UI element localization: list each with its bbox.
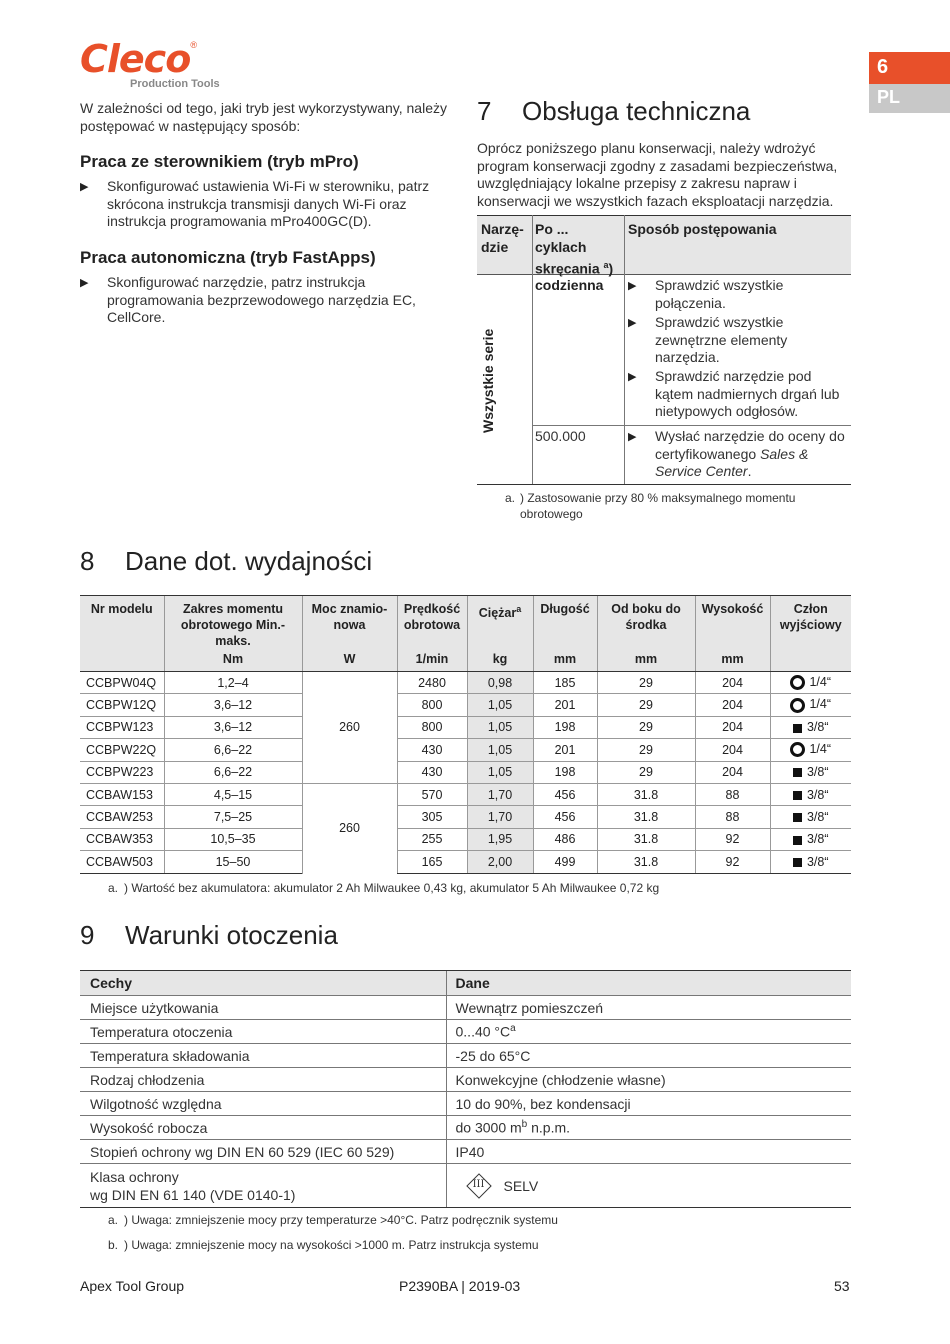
data-cell: Wewnątrz pomieszczeń — [446, 996, 851, 1020]
unit-nm: Nm — [164, 649, 302, 672]
height-cell: 204 — [695, 716, 770, 738]
header-tool: Narzę-dzie — [481, 221, 524, 255]
data-cell — [446, 1164, 851, 1208]
fastapps-instruction: Skonfigurować narzędzie, patrz instrukcja programowania bezprzewodowego narzędzia EC, CellCore. — [107, 274, 416, 325]
daily-check-external: Sprawdzić wszystkie zewnętrzne elementy narzędzia. — [655, 314, 788, 365]
table-row — [80, 672, 851, 694]
header-length: Długość — [533, 596, 597, 650]
table-row — [80, 806, 851, 828]
model-cell: CCBAW253 — [80, 806, 164, 828]
unit-kg: kg — [467, 649, 533, 672]
square-drive-icon — [793, 858, 802, 867]
table-row — [80, 739, 851, 761]
table-bottom-border — [477, 484, 851, 485]
row-divider — [532, 425, 851, 426]
footer-company: Apex Tool Group — [80, 1278, 185, 1294]
header-cycles-line3: skręcania — [535, 260, 600, 277]
table-row — [80, 1020, 851, 1044]
logo-registered-mark: ® — [190, 40, 197, 50]
model-cell: CCBPW04Q — [80, 672, 164, 694]
height-cell: 92 — [695, 851, 770, 873]
torque-cell: 6,6–22 — [164, 761, 302, 783]
power-cell: 260 — [302, 672, 397, 784]
length-cell: 456 — [533, 783, 597, 805]
col-divider — [532, 215, 533, 485]
data-cell: IP40 — [446, 1140, 851, 1164]
altitude-sup: b — [521, 1119, 528, 1131]
header-weight-text: Ciężar — [478, 606, 517, 621]
output-drive-cell — [770, 694, 851, 716]
height-cell: 204 — [695, 761, 770, 783]
torque-cell: 3,6–12 — [164, 716, 302, 738]
model-cell: CCBAW153 — [80, 783, 164, 805]
table-row — [80, 716, 851, 738]
section-8-heading — [80, 546, 372, 577]
header-torque-range: Zakres momentu obrotowego Min.-maks. — [164, 596, 302, 650]
heading-fastapps-mode: Praca autonomiczna (tryb FastApps) — [80, 248, 376, 267]
square-drive-icon — [793, 813, 802, 822]
header-output-drive: Człon wyjściowy — [770, 596, 851, 650]
speed-cell: 2480 — [397, 672, 467, 694]
unit-mm: mm — [533, 649, 597, 672]
data-cell — [446, 1116, 851, 1140]
output-drive-cell — [770, 716, 851, 738]
height-cell: 88 — [695, 806, 770, 828]
table-row — [80, 1164, 851, 1208]
header-cycles-line2: cyklach — [535, 239, 587, 255]
header-speed: Prędkość obrotowa — [397, 596, 467, 650]
footer-page-number: 53 — [834, 1278, 850, 1294]
output-drive-size: 1/4“ — [809, 742, 832, 757]
model-cell: CCBPW12Q — [80, 694, 164, 716]
output-drive-size: 3/8“ — [806, 765, 829, 780]
square-drive-icon — [793, 768, 802, 777]
maintenance-intro: Oprócz poniższego planu konserwacji, należy wdrożyć program konserwacji zgodny z zasadami bezpieczeństwa, uwzględniający lokalne przepisy z zakresu napraw i konserwacji we wszystkich fazach eksploatacji narzędzia. — [477, 140, 838, 209]
side-to-center-cell: 31.8 — [597, 851, 695, 873]
section-title: Obsługa techniczna — [522, 96, 751, 126]
performance-footnote: ) Wartość bez akumulatora: akumulator 2 Ah Milwaukee 0,43 kg, akumulator 5 Ah Milwaukee 0,72 kg — [124, 881, 660, 895]
height-cell: 204 — [695, 672, 770, 694]
torque-cell: 6,6–22 — [164, 739, 302, 761]
side-to-center-cell: 29 — [597, 672, 695, 694]
feature-cell: Rodzaj chłodzenia — [80, 1068, 446, 1092]
weight-cell: 1,05 — [467, 761, 533, 783]
side-to-center-cell: 29 — [597, 716, 695, 738]
output-drive-cell — [770, 828, 851, 850]
logo-subtitle: Production Tools — [130, 78, 220, 90]
model-cell: CCBPW123 — [80, 716, 164, 738]
footnote-label: a. — [108, 1213, 119, 1227]
performance-table — [80, 595, 851, 874]
table-row — [80, 828, 851, 850]
service-center-name: Sales & Service Center — [655, 445, 809, 479]
output-drive-size: 3/8“ — [806, 810, 829, 825]
data-cell — [446, 1020, 851, 1044]
performance-unit-row — [80, 649, 851, 672]
model-cell: CCBPW223 — [80, 761, 164, 783]
length-cell: 456 — [533, 806, 597, 828]
output-drive-size: 3/8“ — [806, 720, 829, 735]
length-cell: 198 — [533, 716, 597, 738]
length-cell: 198 — [533, 761, 597, 783]
output-drive-size: 1/4“ — [809, 675, 832, 690]
torque-cell: 7,5–25 — [164, 806, 302, 828]
feature-cell: Wilgotność względna — [80, 1092, 446, 1116]
table-row — [80, 1116, 851, 1140]
output-drive-size: 3/8“ — [806, 787, 829, 802]
weight-cell: 1,05 — [467, 716, 533, 738]
footer-document-id: P2390BA | 2019-03 — [399, 1278, 521, 1294]
speed-cell: 800 — [397, 716, 467, 738]
weight-cell: 1,70 — [467, 806, 533, 828]
ambient-temp-sup: a — [510, 1023, 516, 1035]
mpro-instruction: Skonfigurować ustawienia Wi-Fi w sterowniku, patrz skrócona instrukcja transmisji danych Wi-Fi oraz instrukcja programowania mPro400GC(D). — [107, 178, 430, 229]
section-title: Warunki otoczenia — [125, 920, 338, 950]
header-height: Wysokość — [695, 596, 770, 650]
model-cell: CCBAW503 — [80, 851, 164, 873]
quick-change-ring-icon — [790, 698, 805, 713]
height-cell: 204 — [695, 739, 770, 761]
feature-cell: Miejsce użytkowania — [80, 996, 446, 1020]
side-to-center-cell: 29 — [597, 761, 695, 783]
daily-check-vibration: Sprawdzić narzędzie pod kątem nadmiernych drgań lub nietypowych odgłosów. — [655, 368, 840, 419]
output-drive-cell — [770, 672, 851, 694]
model-cell: CCBPW22Q — [80, 739, 164, 761]
feature-cell: Temperatura otoczenia — [80, 1020, 446, 1044]
unit-rpm: 1/min — [397, 649, 467, 672]
header-data: Dane — [446, 971, 851, 996]
model-cell: CCBAW353 — [80, 828, 164, 850]
output-drive-cell — [770, 761, 851, 783]
section-number: 7 — [477, 96, 492, 126]
height-cell: 92 — [695, 828, 770, 850]
feature-cell: Temperatura składowania — [80, 1044, 446, 1068]
footnote-label: b. — [108, 1238, 119, 1252]
output-drive-size: 1/4“ — [809, 697, 832, 712]
side-to-center-cell: 31.8 — [597, 828, 695, 850]
torque-cell: 3,6–12 — [164, 694, 302, 716]
section-9-heading — [80, 920, 338, 951]
table-row — [80, 851, 851, 873]
weight-cell: 1,95 — [467, 828, 533, 850]
data-cell: 10 do 90%, bez kondensacji — [446, 1092, 851, 1116]
header-cycles: Po ... cyklach skręcania $^a$) — [535, 221, 614, 277]
environment-footnote-a: ) Uwaga: zmniejszenie mocy przy temperaturze >40°C. Patrz podręcznik systemu — [124, 1213, 558, 1227]
output-drive-size: 3/8“ — [806, 832, 829, 847]
output-drive-cell — [770, 851, 851, 873]
length-cell: 499 — [533, 851, 597, 873]
protection-class-label-1: Klasa ochrony — [90, 1168, 179, 1185]
unit-mm: mm — [597, 649, 695, 672]
power-cell: 260 — [302, 783, 397, 873]
protection-class-label-2: wg DIN EN 61 140 (VDE 0140-1) — [90, 1186, 296, 1203]
environment-footnote-b: ) Uwaga: zmniejszenie mocy na wysokości >1000 m. Patrz instrukcja systemu — [124, 1238, 539, 1252]
unit-cell — [770, 649, 851, 672]
arrow-bullet-icon: ▶ — [628, 280, 637, 292]
speed-cell: 305 — [397, 806, 467, 828]
feature-cell — [80, 1164, 446, 1208]
length-cell: 201 — [533, 739, 597, 761]
weight-cell: 0,98 — [467, 672, 533, 694]
header-cycles-sup: a — [603, 260, 609, 270]
ambient-temp-value: 0...40 °C — [455, 1023, 511, 1040]
section-number: 8 — [80, 546, 95, 576]
height-cell: 204 — [695, 694, 770, 716]
side-to-center-cell: 31.8 — [597, 783, 695, 805]
cycle-daily: codzienna — [535, 277, 604, 293]
col-divider — [624, 215, 625, 485]
torque-cell: 1,2–4 — [164, 672, 302, 694]
table-row — [80, 996, 851, 1020]
table-row — [80, 1044, 851, 1068]
footnote-label: a. — [505, 491, 516, 505]
maintenance-table-header — [477, 215, 851, 275]
arrow-bullet-icon: ▶ — [80, 181, 89, 193]
feature-cell: Stopień ochrony wg DIN EN 60 529 (IEC 60 529) — [80, 1140, 446, 1164]
protection-class-symbol: III — [472, 1178, 485, 1190]
table-row — [80, 783, 851, 805]
daily-check-connections: Sprawdzić wszystkie połączenia. — [655, 277, 784, 311]
header-model: Nr modelu — [80, 596, 164, 650]
side-to-center-cell: 29 — [597, 694, 695, 716]
cycle-500000: 500.000 — [535, 428, 586, 444]
maintenance-footnote: ) Zastosowanie przy 80 % maksymalnego momentu obrotowego — [520, 491, 796, 521]
unit-cell — [80, 649, 164, 672]
speed-cell: 800 — [397, 694, 467, 716]
arrow-bullet-icon: ▶ — [628, 431, 637, 443]
table-row — [80, 761, 851, 783]
data-cell: Konwekcyjne (chłodzenie własne) — [446, 1068, 851, 1092]
send-text: Wysłać narzędzie do oceny do certyfikowanego — [655, 428, 845, 462]
header-cycles-line1: Po ... — [535, 221, 569, 237]
quick-change-ring-icon — [790, 675, 805, 690]
output-drive-cell — [770, 806, 851, 828]
section-7-heading — [477, 96, 750, 127]
speed-cell: 165 — [397, 851, 467, 873]
altitude-suffix: n.p.m. — [527, 1119, 571, 1136]
weight-cell: 1,05 — [467, 694, 533, 716]
length-cell: 201 — [533, 694, 597, 716]
selv-value: SELV — [503, 1177, 539, 1194]
output-drive-size: 3/8“ — [806, 854, 829, 869]
section-title: Dane dot. wydajności — [125, 546, 373, 576]
intro-paragraph: W zależności od tego, jaki tryb jest wykorzystywany, należy postępować w następujący sposób: — [80, 100, 447, 134]
quick-change-ring-icon — [790, 742, 805, 757]
arrow-bullet-icon: ▶ — [80, 277, 89, 289]
header-procedure: Sposób postępowania — [628, 221, 777, 237]
arrow-bullet-icon: ▶ — [628, 317, 637, 329]
data-cell: -25 do 65°C — [446, 1044, 851, 1068]
arrow-bullet-icon: ▶ — [628, 371, 637, 383]
heading-mpro-mode: Praca ze sterownikiem (tryb mPro) — [80, 152, 359, 171]
header-rated-power: Moc znamio-nowa — [302, 596, 397, 650]
logo-word: Cleco — [80, 37, 191, 81]
output-drive-cell — [770, 783, 851, 805]
torque-cell: 15–50 — [164, 851, 302, 873]
weight-cell: 1,05 — [467, 739, 533, 761]
table-row — [80, 1092, 851, 1116]
length-cell: 185 — [533, 672, 597, 694]
table-row — [80, 1068, 851, 1092]
square-drive-icon — [793, 836, 802, 845]
table-row — [80, 694, 851, 716]
length-cell: 486 — [533, 828, 597, 850]
chapter-tab-number: 6 — [869, 52, 950, 84]
protection-class-iii-icon — [466, 1173, 492, 1199]
table-row — [80, 1140, 851, 1164]
speed-cell: 430 — [397, 761, 467, 783]
height-cell: 88 — [695, 783, 770, 805]
cleco-logo — [80, 37, 220, 90]
weight-cell: 1,70 — [467, 783, 533, 805]
side-to-center-cell: 31.8 — [597, 806, 695, 828]
chapter-tab-language: PL — [869, 84, 950, 113]
performance-body — [80, 672, 851, 874]
rotated-all-series: Wszystkie serie — [480, 328, 496, 433]
weight-cell: 2,00 — [467, 851, 533, 873]
speed-cell: 570 — [397, 783, 467, 805]
torque-cell: 10,5–35 — [164, 828, 302, 850]
speed-cell: 430 — [397, 739, 467, 761]
send-for-evaluation: Wysłać narzędzie do oceny do certyfikowanego Sales & Service Center. — [655, 428, 845, 479]
unit-mm: mm — [695, 649, 770, 672]
speed-cell: 255 — [397, 828, 467, 850]
header-side-to-center: Od boku do środka — [597, 596, 695, 650]
square-drive-icon — [793, 724, 802, 733]
section-number: 9 — [80, 920, 95, 950]
environment-table — [80, 970, 851, 1208]
feature-cell: Wysokość robocza — [80, 1116, 446, 1140]
altitude-value: do 3000 m — [455, 1119, 522, 1136]
performance-header-row — [80, 596, 851, 650]
footnote-label: a. — [108, 881, 119, 895]
header-feature: Cechy — [80, 971, 446, 996]
environment-header-row — [80, 971, 851, 996]
torque-cell: 4,5–15 — [164, 783, 302, 805]
unit-w: W — [302, 649, 397, 672]
header-weight-sup: a — [516, 604, 522, 614]
header-weight — [467, 596, 533, 650]
square-drive-icon — [793, 791, 802, 800]
output-drive-cell — [770, 739, 851, 761]
side-to-center-cell: 29 — [597, 739, 695, 761]
